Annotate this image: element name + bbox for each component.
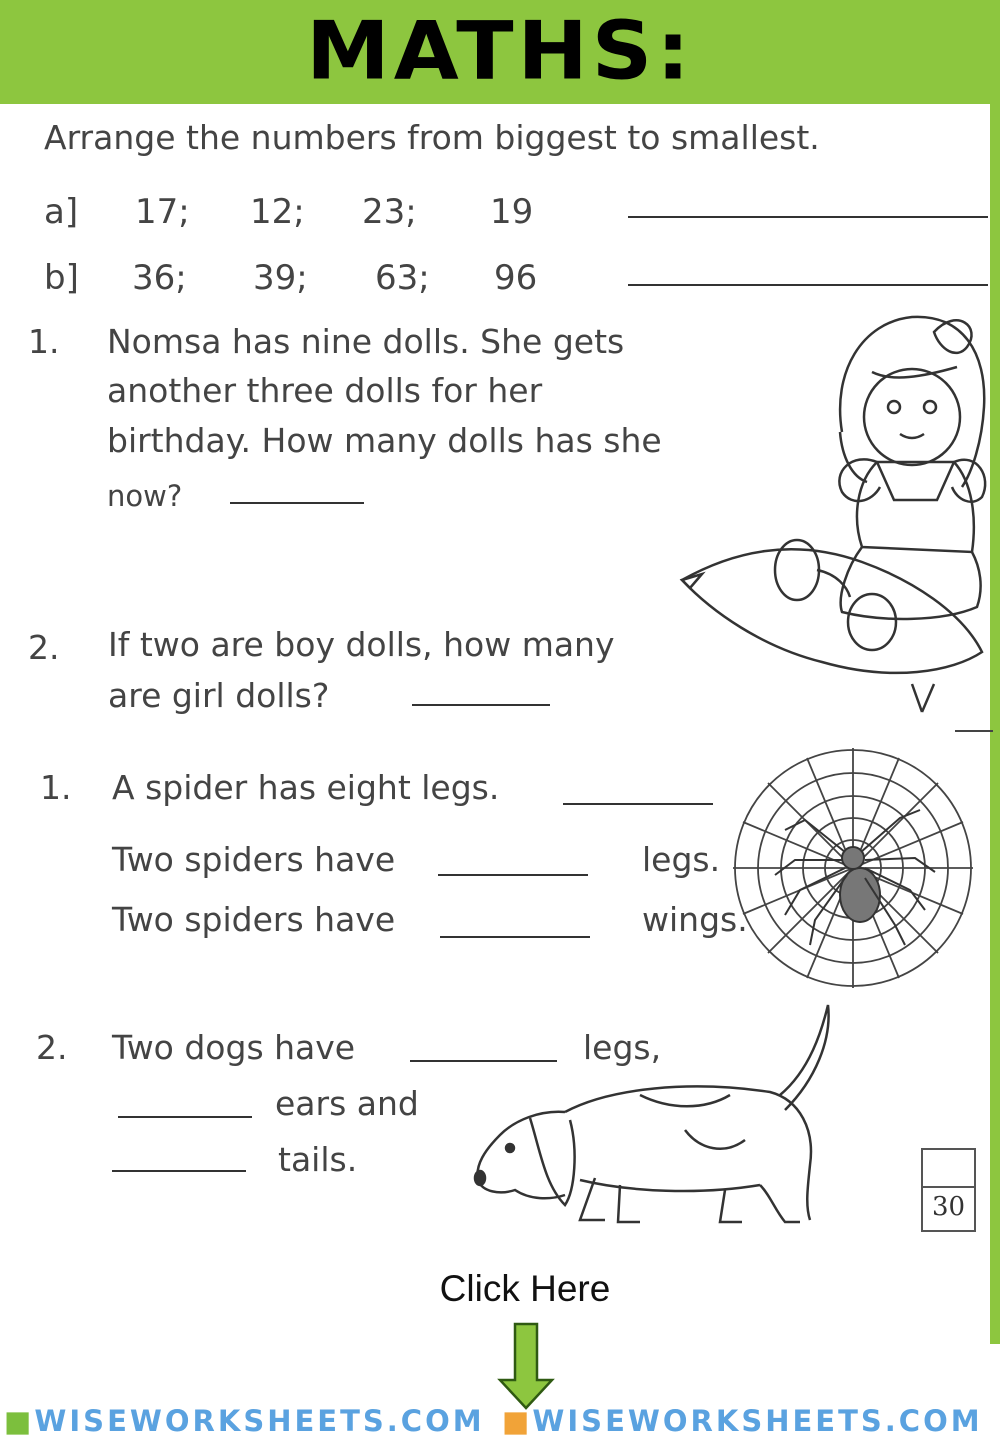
answer-blank-dolls-total[interactable]	[230, 502, 364, 504]
spider-question-line: Two spiders have	[112, 900, 396, 939]
answer-blank-two-spider-legs[interactable]	[438, 874, 588, 876]
spider-question-word: wings.	[642, 900, 748, 939]
question-number: 1.	[40, 768, 72, 807]
row-a-number: 17;	[135, 192, 190, 232]
answer-blank-spider-legs[interactable]	[563, 803, 713, 805]
row-b-label: b]	[44, 258, 79, 298]
doll-question-line: another three dolls for her	[107, 371, 543, 410]
answer-blank-a[interactable]	[628, 216, 988, 218]
row-a-number: 12;	[250, 192, 305, 232]
doll-illustration	[672, 312, 992, 727]
score-value: 30	[931, 1192, 966, 1222]
doll-question-line: Nomsa has nine dolls. She gets	[107, 322, 625, 361]
down-arrow-icon[interactable]	[497, 1322, 555, 1410]
question-number: 1.	[28, 322, 60, 361]
header-bar	[0, 0, 1000, 104]
row-a-number: 23;	[362, 192, 417, 232]
answer-blank-girl-dolls[interactable]	[412, 704, 550, 706]
dog-question-line: tails.	[278, 1140, 358, 1179]
row-b-number: 63;	[375, 258, 430, 298]
answer-blank-dog-tails[interactable]	[112, 1170, 246, 1172]
dog-illustration	[470, 1000, 840, 1235]
spider-question-line: Two spiders have	[112, 840, 396, 879]
spider-question-line: A spider has eight legs.	[112, 768, 500, 807]
doll-question-line: now?	[107, 479, 183, 513]
page-title: MATHS:	[306, 4, 694, 98]
dog-question-line: ears and	[275, 1084, 419, 1123]
row-b-number: 96	[494, 258, 538, 298]
divider-mark	[955, 730, 993, 732]
row-a-number: 19	[490, 192, 534, 232]
footer-branding	[0, 1402, 1000, 1443]
answer-blank-dog-ears[interactable]	[118, 1116, 252, 1118]
row-a-label: a]	[44, 192, 79, 232]
click-here-link[interactable]: Click Here	[439, 1268, 611, 1309]
dog-question-line: Two dogs have	[112, 1028, 356, 1067]
brand-logo-right: ■WISEWORKSHEETS.COM	[502, 1404, 983, 1438]
spider-web-illustration	[725, 740, 980, 995]
row-b-number: 36;	[132, 258, 187, 298]
row-b-number: 39;	[253, 258, 308, 298]
arrange-instruction: Arrange the numbers from biggest to smallest.	[44, 118, 820, 157]
question-number: 2.	[28, 628, 60, 667]
dog-question-word: legs,	[583, 1028, 662, 1067]
answer-blank-two-spider-wings[interactable]	[440, 936, 590, 938]
doll-question-line: are girl dolls?	[108, 676, 330, 715]
doll-question-line: If two are boy dolls, how many	[108, 625, 615, 664]
spider-question-word: legs.	[642, 840, 721, 879]
answer-blank-b[interactable]	[628, 284, 988, 286]
brand-logo-left: ■WISEWORKSHEETS.COM	[4, 1404, 485, 1438]
question-number: 2.	[36, 1028, 68, 1067]
score-box	[921, 1148, 976, 1232]
doll-question-line: birthday. How many dolls has she	[107, 421, 662, 460]
